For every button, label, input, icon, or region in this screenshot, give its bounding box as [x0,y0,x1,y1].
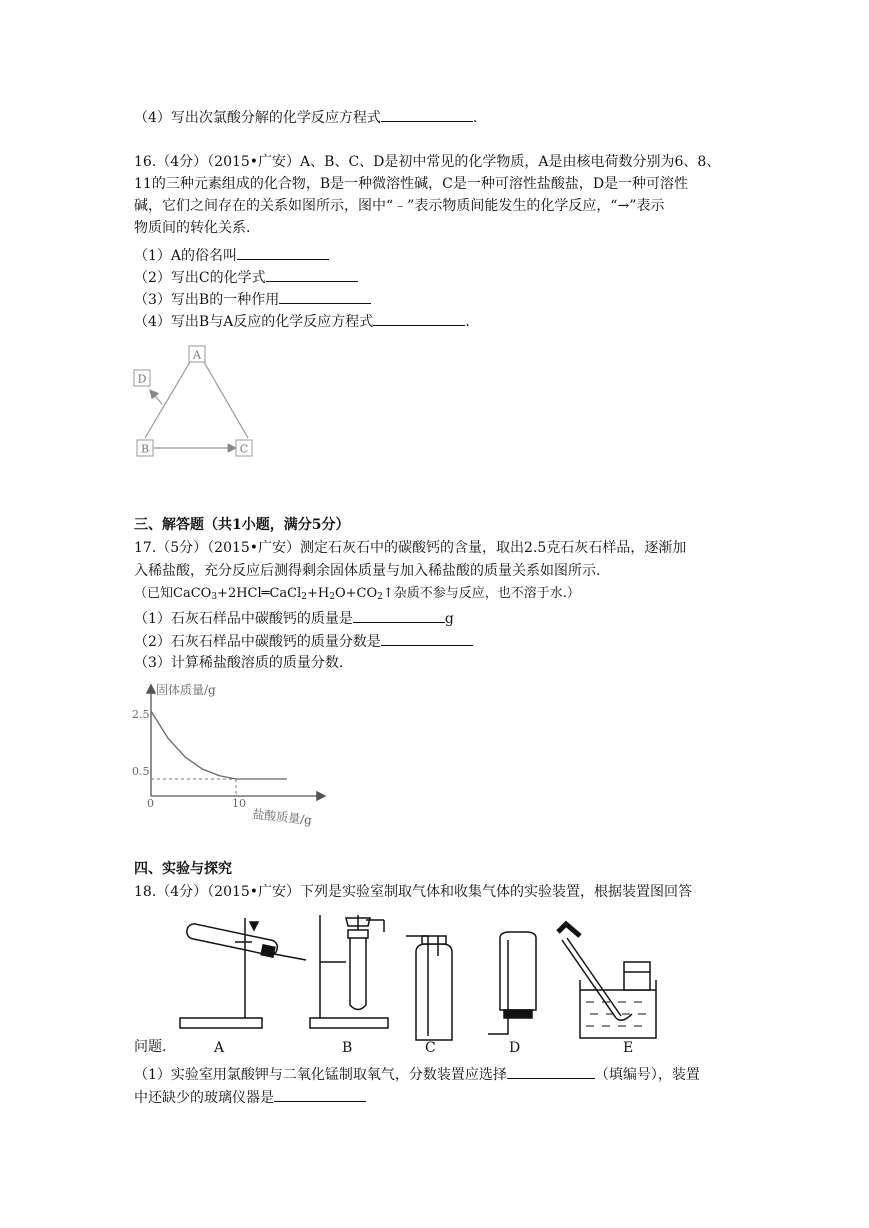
q17-item2: （2）石灰石样品中碳酸钙的质量分数是 [134,630,473,652]
y-axis-label: 固体质量/g [156,683,216,697]
q16-item2-blank[interactable] [266,266,358,282]
q16-stem-line1: 16.（4分）（2015•广安）A、B、C、D是初中常见的化学物质，A是由核电荷数分别为6、8、 [134,154,721,170]
q17-item1-blank[interactable] [353,607,445,623]
q15-item4-text: （4）写出次氯酸分解的化学反应方程式 [134,110,381,126]
data-curve [151,711,287,779]
node-d-label: D [137,372,147,386]
section4-heading: 四、实验与探究 [134,861,232,877]
y-tick-0-5: 0.5 [132,765,150,778]
q17-item1: （1）石灰石样品中碳酸钙的质量是 g [134,607,454,629]
node-b-label: B [140,442,150,456]
q16-item3: （3）写出B的一种作用 [134,288,371,310]
apparatus-label-a: A [214,1040,225,1056]
q16-item4: （4）写出B与A反应的化学反应方程式 . [134,310,470,332]
apparatus-label-b: B [342,1040,353,1056]
q17-known-equation: （已知$CaCO_3+2HCl═CaCl_2+H_2O+CO_2↑$杂质不参与反应，也不溶于水.） [134,586,580,602]
q16-item3-blank[interactable] [279,288,371,304]
apparatus-d [488,932,536,1034]
x-tick-0: 0 [147,797,154,810]
q16-stem-line3: 碱，它们之间存在的关系如图所示，图中“﹣”表示物质间能发生的化学反应，“→”表示 [134,198,665,214]
apparatus-label-c: C [425,1040,436,1056]
apparatus-label-d: D [509,1040,521,1056]
edge-a-b [145,362,190,438]
q16-item1: （1）A的俗名叫 [134,244,329,266]
apparatus-e [558,924,656,1038]
node-a-label: A [193,348,201,362]
q18-item1-blank-device[interactable] [507,1063,595,1079]
q17-item2-blank[interactable] [381,630,473,646]
q18-stem-line2: 问题. [134,1039,167,1055]
apparatus-b [310,915,388,1028]
q17-item3: （3）计算稀盐酸溶质的质量分数. [134,655,344,671]
q18-item1-blank-glass[interactable] [274,1086,366,1102]
q15-item4: （4）写出次氯酸分解的化学反应方程式 . [134,106,477,128]
q15-item4-blank[interactable] [381,106,473,122]
x-axis-label: 盐酸质量/g [251,807,313,828]
arrow-to-d [150,390,162,404]
node-c-label: C [239,442,249,456]
q18-item1-line2: 中还缺少的玻璃仪器是 [134,1086,366,1108]
y-tick-2-5: 2.5 [132,708,150,721]
apparatus-c [406,936,452,1040]
q17-mass-chart [132,680,332,830]
edge-a-c [204,362,248,438]
x-tick-10: 10 [232,797,246,810]
apparatus-a [180,918,306,1028]
q17-stem-line1: 17.（5分）（2015•广安）测定石灰石中的碳酸钙的含量，取出2.5克石灰石样品，逐渐加 [134,540,687,556]
apparatus-label-e: E [623,1040,634,1056]
q17-stem-line2: 入稀盐酸，充分反应后测得剩余固体质量与加入稀盐酸的质量关系如图所示. [134,563,601,579]
q18-stem-line1: 18.（4分）（2015•广安）下列是实验室制取气体和收集气体的实验装置，根据装置图回答 [134,884,693,900]
q18-apparatus-figure [170,910,680,1060]
q16-stem-line2: 11的三种元素组成的化合物，B是一种微溶性碱，C是一种可溶性盐酸盐，D是一种可溶性 [134,176,689,192]
q18-item1-line1: （1）实验室用氯酸钾与二氧化锰制取氧气，分数装置应选择 （填编号），装置 [134,1063,700,1085]
q16-item1-blank[interactable] [237,244,329,260]
q16-item2: （2）写出C的化学式 [134,266,358,288]
q16-stem-line4: 物质间的转化关系. [134,220,251,236]
q16-item4-blank[interactable] [373,310,465,326]
section3-heading: 三、解答题（共1小题，满分5分） [134,517,350,533]
q16-relationship-diagram [128,342,268,462]
